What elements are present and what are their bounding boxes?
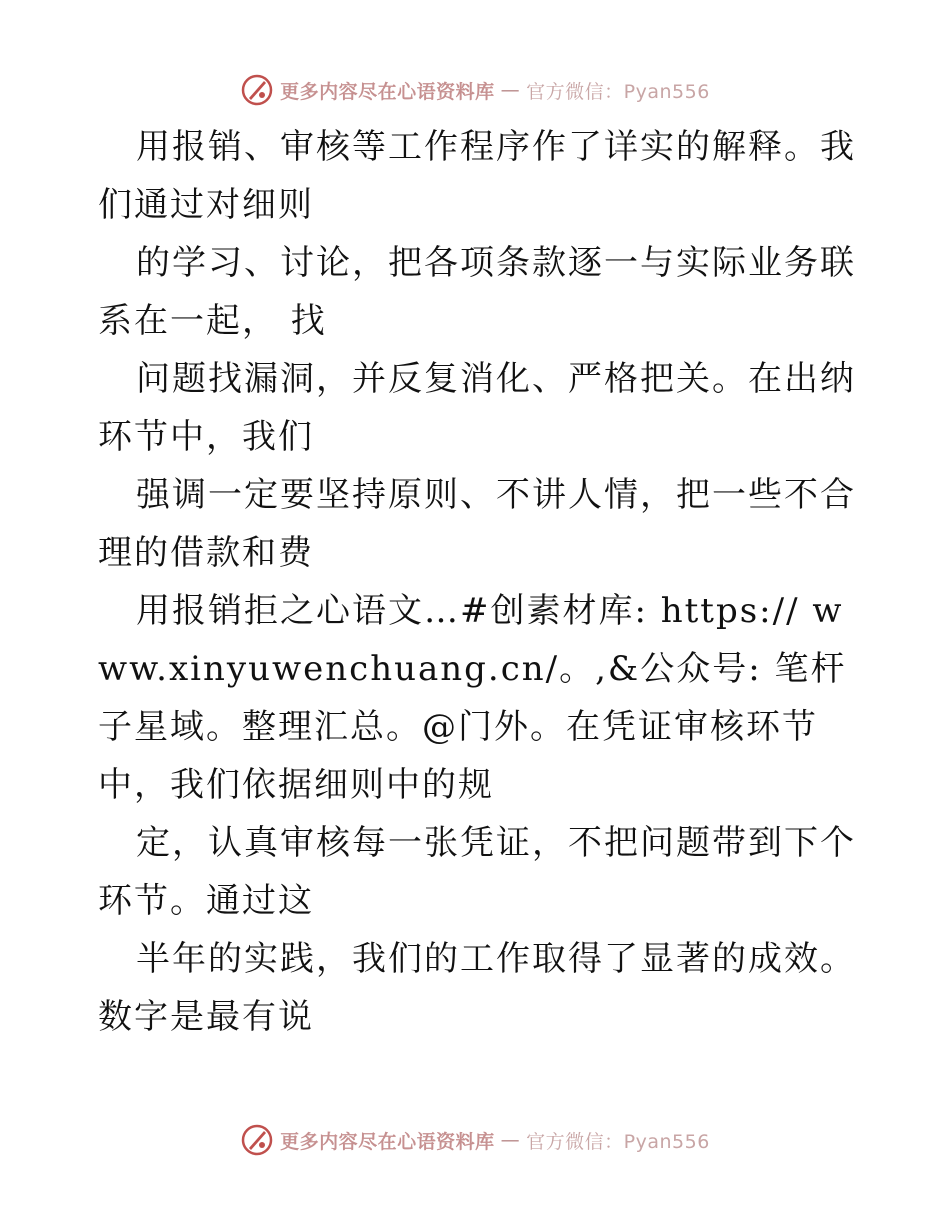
paragraph-5: 用报销拒之心语文…#创素材库: https:// www.xinyuwenchuang.cn/。,&公众号: 笔杆子星域。整理汇总。@门外。在凭证审核环节中，我们依据细则中的规	[98, 591, 847, 805]
paragraph-4: 强调一定要坚持原则、不讲人情，把一些不合理的借款和费	[98, 475, 856, 573]
footer-separator: —	[500, 1129, 521, 1151]
paragraph-6: 定，认真审核每一张凭证，不把问题带到下个环节。通过这	[98, 823, 856, 921]
paragraph-2: 的学习、讨论，把各项条款逐一与实际业务联系在一起， 找	[98, 243, 856, 341]
paragraph-7: 半年的实践，我们的工作取得了显著的成效。数字是最有说	[98, 939, 856, 1037]
header-separator: —	[500, 79, 521, 101]
quill-pen-logo-icon	[240, 73, 274, 107]
paragraph-3: 问题找漏洞，并反复消化、严格把关。在出纳环节中，我们	[98, 359, 856, 457]
page-header	[0, 70, 950, 110]
page-footer	[0, 1120, 950, 1160]
document-body	[98, 118, 858, 1046]
header-banner	[240, 73, 710, 107]
footer-main-text: 更多内容尽在心语资料库	[280, 1130, 495, 1153]
footer-banner	[240, 1123, 710, 1157]
header-contact-text: 官方微信：Pyan556	[526, 80, 710, 103]
header-main-text: 更多内容尽在心语资料库	[280, 80, 495, 103]
footer-contact-text: 官方微信：Pyan556	[526, 1130, 710, 1153]
paragraph-1: 用报销、审核等工作程序作了详实的解释。我们通过对细则	[98, 127, 856, 225]
quill-pen-logo-icon	[240, 1123, 274, 1157]
